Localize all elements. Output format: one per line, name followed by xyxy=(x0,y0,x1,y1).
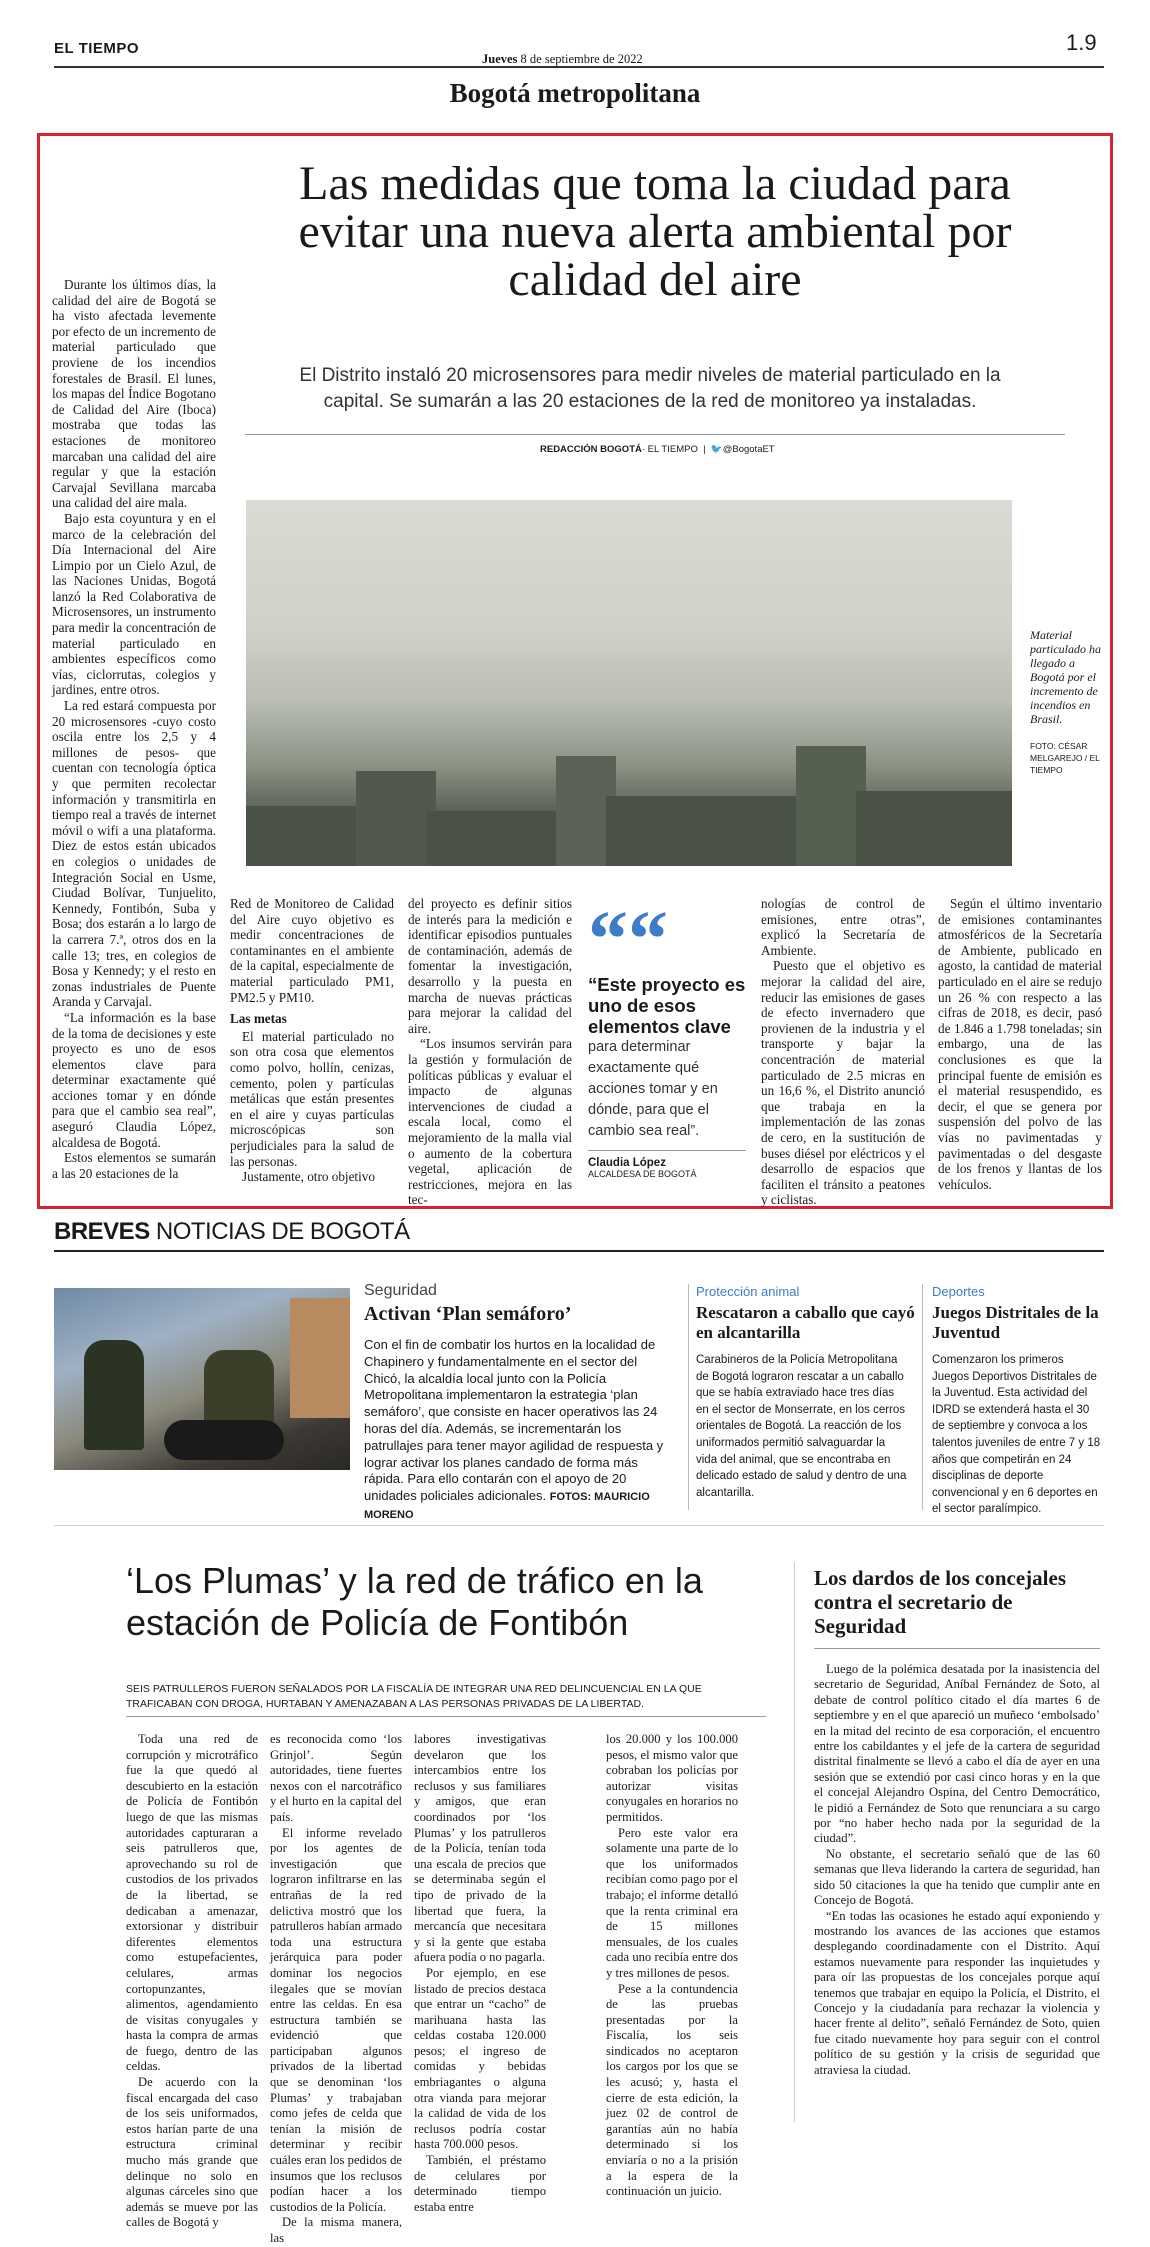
police-motorcycle-photo xyxy=(54,1288,350,1470)
main-col-3 xyxy=(408,896,572,1208)
pull-quote xyxy=(588,896,746,1179)
photo-credit: FOTO: CÉSAR MELGAREJO / EL TIEMPO xyxy=(1030,741,1100,775)
breves-sublabel: NOTICIAS DE BOGOTÁ xyxy=(155,1218,410,1245)
breve-lead-credit: FOTOS: MAURICIO MORENO xyxy=(364,1491,650,1521)
paragraph: La red estará compuesta por 20 microsensores -cuyo costo oscila entre los 2,5 y 4 millones de pesos- que cuentan con tecnología óptica y que permiten recolectar información y transmitirla en tiempo real a través de internet móvil o wifi a una plataforma. Diez de estos están ubicados en colegios o unidades de Integración Social en Usme, Ciudad Bolívar, Tunjuelito, Kennedy, Fontibón, Suba y Bosa; dos estarán a lo largo de la carrera 7.ª, otros dos en la calle 13; tres, en colegios de Bosa y Kennedy; y el resto en zonas industriales de Puente Aranda y Carvajal. xyxy=(52,698,216,1010)
dardos-rule xyxy=(814,1648,1100,1649)
quote-role: ALCALDESA DE BOGOTÁ xyxy=(588,1169,697,1179)
masthead-rule xyxy=(54,66,1104,68)
dardos-headline: Los dardos de los concejales contra el secretario de Seguridad xyxy=(814,1566,1066,1638)
breves-label: BREVES xyxy=(54,1218,150,1245)
issue-date-rest: 8 de septiembre de 2022 xyxy=(520,52,643,66)
breve-lead-title: Activan ‘Plan semáforo’ xyxy=(364,1303,572,1325)
paragraph: “En todas las ocasiones he estado aquí exponiendo y mostrando los avances de las acciones que estamos desplegando coordinadamente con el Distrito. Aquí estamos nuevamente para responder las inquietudes y para oír las propuestas de los concejales porque aquí tenemos que trabajar en equipo la Policía, el Distrito, el Concejo y la ciudadanía para rechazar la violencia y hacer frente al delito”, señaló Fernández de Soto, quien fue citado nuevamente hoy para seguir con el control político de su gestión y la crisis de seguridad que atraviesa la ciudad. xyxy=(814,1908,1100,2077)
byline-rule-top xyxy=(245,434,1065,435)
paragraph: Red de Monitoreo de Calidad del Aire cuyo objetivo es medir concentraciones de contaminantes en el ambiente de la capital, especialmente de material particulado PM1, PM2.5 y PM10. xyxy=(230,896,394,1005)
section-title: Bogotá metropolitana xyxy=(449,78,701,108)
byline: REDACCIÓN BOGOTÁ· EL TIEMPO | 🐦@BogotaET xyxy=(540,444,775,455)
main-col-6 xyxy=(938,896,1102,1192)
breve-lead-body xyxy=(364,1337,676,1524)
page-number: 1.9 xyxy=(1066,30,1097,55)
quote-rest: para determinar exactamente qué acciones tomar y en dónde, para que el cambio sea real”. xyxy=(588,1039,718,1139)
twitter-icon: 🐦 xyxy=(710,444,723,455)
paragraph: Pero este valor era solamente una parte de lo que los uniformados recibían como pago por el trabajo; el informe detalló que la renta criminal era de 15 millones mensuales, de los cuales cada uno recibía entre dos y tres millones de pesos. xyxy=(606,1825,738,1980)
breve-lead-kicker: Seguridad xyxy=(364,1282,437,1299)
breves-divider xyxy=(922,1284,923,1510)
paragraph: es reconocida como ‘los Grinjol’. Según autoridades, tiene fuertes nexos con el narcotráfico y el hurto en la capital del país. xyxy=(270,1732,402,1824)
paragraph: Según el último inventario de emisiones contaminantes atmosféricos de la Secretaría de Ambiente, publicado en agosto, la cantidad de material particulado en el aire se redujo un 26 % con respecto a las cifras de 2018, es decir, pasó de 1.846 a 1.798 toneladas; sin embargo, una de las conclusiones es que la principal fuente de emisión es el material resuspendido, es decir, el que se genera por suspensión del polvo de las vías no pavimentadas y pavimentadas o del desgaste de los frenos y llantas de los vehículos. xyxy=(938,896,1102,1192)
main-col-5 xyxy=(761,896,925,1208)
plumas-deck-rule xyxy=(126,1716,766,1717)
breve-2-title: Rescataron a caballo que cayó en alcantarilla xyxy=(696,1303,915,1342)
paragraph: “Los insumos servirán para la gestión y formulación de políticas públicas y evaluar el impacto de algunas intervenciones de ciudad a escala local, como el mejoramiento de la malla vial o aumento de la cobertura vegetal, aplicación de restricciones, mejora en las tec- xyxy=(408,1036,572,1208)
breve-2-body: Carabineros de la Policía Metropolitana de Bogotá lograron rescatar a un caballo que se había extraviado hace tres días en el sector de Monserrate, en los cerros orientales de Bogotá. La reacción de los uniformados permitió salvaguardar la vida del animal, que se encontraba en delicado estado de salud y dentro de una alcantarilla. xyxy=(696,1354,907,1499)
section-rule xyxy=(54,1525,1104,1526)
paragraph: del proyecto es definir sitios de interés para la medición e identificar episodios puntuales de contaminación, además de fomentar la investigación, desarrollo y la puesta en marcha de nuevas prácticas para mejorar la calidad del aire. xyxy=(408,896,572,1036)
dardos-body xyxy=(814,1662,1100,2078)
breves-divider xyxy=(688,1284,689,1510)
breve-3-kicker: Deportes xyxy=(932,1284,985,1299)
plumas-headline: ‘Los Plumas’ y la red de tráfico en la estación de Policía de Fontibón xyxy=(126,1560,703,1643)
breve-3-body: Comenzaron los primeros Juegos Deportivos Distritales de la Juventud. Esta actividad del IDRD se extenderá hasta el 30 de septiembre y convoca a los talentos juveniles de entre 7 y 18 años que competirán en 24 disciplinas de deporte convencional y en 6 deportes en el sector paralímpico. xyxy=(932,1354,1101,1516)
paragraph: El informe revelado por los agentes de investigación que lograron infiltrarse en las entrañas de la red delictiva mostró que los patrulleros habían armado toda una estructura jerárquica para poder dominar los negocios ilegales que se movían entre las celdas. En esa estructura también se evidenció que participaban algunos privados de la libertad que se denominan ‘los Plumas’ y trabajaban como jefes de celda que tenían la misión de determinar y recibir cuáles eran los pedidos de insumos que los reclusos podían hacer a los custodios de la Policía. xyxy=(270,1825,402,2214)
paragraph: Por ejemplo, en ese listado de precios destaca que entrar un “cacho” de marihuana hasta las celdas costaba 120.000 pesos; el ingreso de comidas y bebidas embriagantes o alguna otra vianda para mejorar la calidad de vida de los reclusos podría costar hasta 700.000 pesos. xyxy=(414,1965,546,2152)
issue-weekday: Jueves xyxy=(482,52,518,66)
paragraph: Luego de la polémica desatada por la inasistencia del secretario de Seguridad, Aníbal Fernández de Soto, al debate de control político citado el día martes 6 de septiembre y en el que apareció un muñeco ‘embolsado’ en la mitad del recinto de esa corporación, el encuentro entre los cabildantes y el jefe de la cartera de seguridad distrital finalmente se llevó a cabo el día de ayer en una sesión que se extendió por casi cinco horas y en la que el concejal Alejandro Ospina, del Centro Democrático, le pidió a Fernández de Soto que renunciara a su cargo por “no haber hecho nada por la seguridad de la ciudad”. xyxy=(814,1662,1100,1846)
main-col-1 xyxy=(52,277,216,1181)
paragraph: Bajo esta coyuntura y en el marco de la celebración del Día Internacional del Aire Limpio por un Cielo Azul, de las Naciones Unidas, Bogotá lanzó la Red Colaborativa de Microsensores, un instrumento para medir la concentración de material particulado en ambientes específicos como vías, ciclorrutas, colegios y jardines, entre otros. xyxy=(52,510,216,698)
paragraph: los 20.000 y los 100.000 pesos, el mismo valor que cobraban los policías por autorizar visitas conyugales en horarios no permitidos. xyxy=(606,1732,738,1824)
breve-3-title: Juegos Distritales de la Juventud xyxy=(932,1303,1099,1342)
paragraph: Pese a la contundencia de las pruebas presentadas por la Fiscalía, los seis sindicados no aceptaron los cargos por los que se les acusó; y, hasta el cierre de esta edición, la juez 02 de control de garantías aún no había determinado si los enviaría o no a la prisión a la espera de la continuación un juicio. xyxy=(606,1981,738,2199)
quote-author: Claudia López xyxy=(588,1157,666,1169)
paragraph: De acuerdo con la fiscal encargada del caso de los seis uniformados, estos harían parte de una estructura criminal mucho más grande que delinque no solo en algunas cárceles sino que además se mueve por las calles de Bogotá y xyxy=(126,2075,258,2230)
paragraph: “La información es la base de la toma de decisiones y este proyecto es uno de esos elementos clave para determinar exactamente qué acciones tomar y en dónde para que el cambio sea real”, aseguró Claudia López, alcaldesa de Bogotá. xyxy=(52,1009,216,1150)
twitter-handle[interactable]: @BogotaET xyxy=(722,444,775,455)
plumas-col-1 xyxy=(126,1732,258,2231)
subheading: Las metas xyxy=(230,1011,287,1027)
paragraph: Justamente, otro objetivo xyxy=(242,1169,375,1185)
paragraph: labores investigativas develaron que los intercambios entre los reclusos y sus familiares y amigos, que eran coordinados por ‘los Plumas’ y los patrulleros de la Policía, tenían toda una escala de precios que se determinaba según el tipo de privado de la libertad que fuera, la mercancía que necesitara y si la gente que estaba afuera podía o no pagarla. xyxy=(414,1732,546,1965)
breve-2-kicker: Protección animal xyxy=(696,1284,800,1299)
dardos-divider xyxy=(794,1562,795,2122)
breve-lead-text: Con el fin de combatir los hurtos en la localidad de Chapinero y fundamentalmente en el sector del Chicó, la alcaldía local junto con la Policía Metropolitana implementaron la estrategia ‘plan semáforo’, que consiste en hacer operativos las 24 horas del día. Además, se incrementarán los patrullajes para tener mayor agilidad de respuesta y lograr activar los planes candado de forma más rápida. Para ello contarán con el apoyo de 20 unidades policiales adicionales. xyxy=(364,1337,664,1504)
breves-rule xyxy=(54,1250,1104,1252)
main-subtitle: El Distrito instaló 20 microsensores para medir niveles de material particulado en la capital. Se sumarán a las 20 estaciones de la red de monitoreo ya instaladas. xyxy=(299,365,1001,412)
breves-header xyxy=(54,1218,410,1246)
paper-name: EL TIEMPO xyxy=(54,40,140,57)
paragraph: Estos elementos se sumarán a las 20 estaciones de la xyxy=(52,1150,216,1181)
byline-paper: · EL TIEMPO xyxy=(641,444,698,455)
paragraph: nologías de control de emisiones, entre otras”, explicó la Secretaría de Ambiente. xyxy=(761,896,925,958)
plumas-deck: SEIS PATRULLEROS FUERON SEÑALADOS POR LA FISCALÍA DE INTEGRAR UNA RED DELINCUENCIAL EN LA QUE TRAFICABAN CON DROGA, HURTABAN Y AMENAZABAN A LAS PERSONAS PRIVADAS DE LA LIBERTAD. xyxy=(126,1683,702,1710)
paragraph: Puesto que el objetivo es mejorar la calidad del aire, reducir las emisiones de gases de efecto invernadero que provienen de la industria y el transporte y bajar la concentración de material particulado de 2.5 micras en un 16,6 %, el Distrito anunció que trabaja en la implementación de las zonas de cero, en la sustitución de buses diésel por eléctricos y el desarrollo de espacios que faciliten el tránsito a peatones y ciclistas. xyxy=(761,958,925,1208)
paragraph: También, el préstamo de celulares por determinado tiempo estaba entre xyxy=(414,2153,546,2214)
quote-bold: “Este proyecto es uno de esos elementos clave xyxy=(588,974,746,1037)
quote-mark-icon: ““ xyxy=(588,896,668,984)
byline-author: REDACCIÓN BOGOTÁ xyxy=(540,444,642,455)
main-col-2 xyxy=(230,896,394,1185)
paragraph: De la misma manera, las xyxy=(270,2215,402,2245)
issue-date xyxy=(482,52,643,67)
main-headline: Las medidas que toma la ciudad para evitar una nueva alerta ambiental por calidad del aire xyxy=(298,157,1012,306)
paragraph: El material particulado no son otra cosa que elementos como polvo, hollín, cenizas, cemento, polen y partículas metálicas que están presentes en el aire y cuyas partículas microscópicas son perjudiciales para la salud de las personas. xyxy=(230,1028,394,1169)
paragraph: Toda una red de corrupción y microtráfico fue la que quedó al descubierto en la estación de Policía de Fontibón luego de que las mismas autoridades capturaran a seis patrulleros que, aprovechando su rol de custodios de los privados de la libertad, se dedicaban a amenazar, extorsionar y distribuir diferentes elementos como estupefacientes, celulares, armas cortopunzantes, alimentos, agendamiento de visitas conyugales y hasta la compra de armas de fuego, dentro de las celdas. xyxy=(126,1732,258,2074)
plumas-col-4 xyxy=(606,1732,738,2200)
paragraph: Durante los últimos días, la calidad del aire de Bogotá se ha visto afectada levemente por efecto de un incremento de material particulado que proviene de los incendios forestales de Brasil. El lunes, los mapas del Índice Bogotano de Calidad del Aire (Iboca) mostraba que todas las estaciones de monitoreo marcaban una calidad del aire regular y que la estación Carvajal Sevillana marcaba una calidad del aire mala. xyxy=(52,277,216,511)
paragraph: No obstante, el secretario señaló que de las 60 semanas que lleva liderando la cartera de seguridad, han sido 50 citaciones la que ha tenido que cumplir ante en Concejo de Bogotá. xyxy=(814,1846,1100,1908)
plumas-col-2 xyxy=(270,1732,402,2247)
plumas-col-3 xyxy=(414,1732,546,2215)
smog-city-photo xyxy=(246,500,1012,866)
photo-caption: Material particulado ha llegado a Bogotá por el incremento de incendios en Brasil. xyxy=(1030,628,1101,726)
